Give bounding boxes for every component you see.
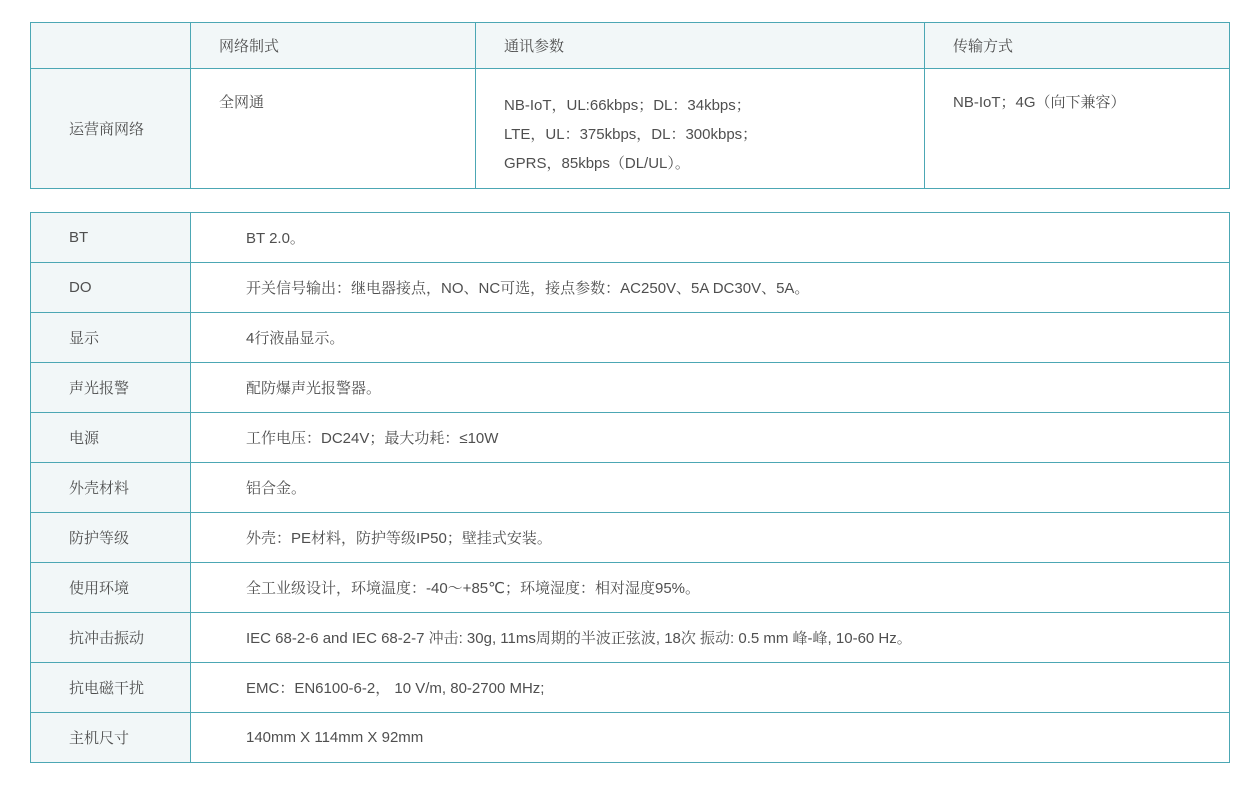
spec-sheet-page <box>0 22 1260 790</box>
spec-row-value: EMC：EN6100-6-2， 10 V/m, 80-2700 MHz; <box>191 663 1230 713</box>
network-table-header-row <box>31 23 1230 69</box>
spec-row-value: 开关信号输出：继电器接点，NO、NC可选，接点参数：AC250V、5A DC30V、5A。 <box>191 263 1230 313</box>
network-table <box>30 22 1230 189</box>
spec-row-label: 防护等级 <box>31 513 191 563</box>
spec-row-label: 使用环境 <box>31 563 191 613</box>
spec-row-value: 铝合金。 <box>191 463 1230 513</box>
network-mode-value: 全网通 <box>191 69 476 189</box>
spec-row-value: BT 2.0。 <box>191 213 1230 263</box>
carrier-network-label: 运营商网络 <box>31 69 191 189</box>
comm-params-line: LTE，UL：375kbps，DL：300kbps； <box>504 126 758 143</box>
spec-row-value: 工作电压：DC24V；最大功耗：≤10W <box>191 413 1230 463</box>
spec-row-value: 140mm X 114mm X 92mm <box>191 713 1230 763</box>
spec-row-label: BT <box>31 213 191 263</box>
transmission-value: NB-IoT；4G（向下兼容） <box>925 69 1230 189</box>
table-row <box>31 313 1230 363</box>
comm-params-line: GPRS，85kbps（DL/UL）。 <box>504 155 690 172</box>
spec-row-label: DO <box>31 263 191 313</box>
spec-row-value: IEC 68-2-6 and IEC 68-2-7 冲击: 30g, 11ms周期的半波正弦波, 18次 振动: 0.5 mm 峰-峰, 10-60 Hz。 <box>191 613 1230 663</box>
network-table-row <box>31 69 1230 189</box>
table-row <box>31 463 1230 513</box>
spec-row-value: 外壳：PE材料，防护等级IP50；壁挂式安装。 <box>191 513 1230 563</box>
comm-params-line: NB-IoT，UL:66kbps；DL：34kbps； <box>504 97 751 114</box>
network-header-comm-params: 通讯参数 <box>476 23 925 69</box>
table-row <box>31 413 1230 463</box>
spec-row-label: 抗冲击振动 <box>31 613 191 663</box>
network-header-empty <box>31 23 191 69</box>
spec-row-label: 显示 <box>31 313 191 363</box>
comm-params-lines <box>504 91 914 178</box>
table-row <box>31 663 1230 713</box>
table-row <box>31 613 1230 663</box>
table-row <box>31 563 1230 613</box>
spec-row-label: 电源 <box>31 413 191 463</box>
table-row <box>31 513 1230 563</box>
network-header-mode: 网络制式 <box>191 23 476 69</box>
comm-params-value <box>476 69 925 189</box>
device-spec-table <box>30 212 1230 763</box>
table-row <box>31 263 1230 313</box>
table-row <box>31 713 1230 763</box>
network-header-transmission: 传输方式 <box>925 23 1230 69</box>
table-row <box>31 363 1230 413</box>
spec-row-label: 外壳材料 <box>31 463 191 513</box>
spec-row-label: 主机尺寸 <box>31 713 191 763</box>
spec-row-value: 4行液晶显示。 <box>191 313 1230 363</box>
table-row <box>31 213 1230 263</box>
spec-row-value: 配防爆声光报警器。 <box>191 363 1230 413</box>
spec-table-body <box>31 213 1230 763</box>
spec-row-label: 抗电磁干扰 <box>31 663 191 713</box>
spec-row-value: 全工业级设计，环境温度：-40～+85℃；环境湿度：相对湿度95%。 <box>191 563 1230 613</box>
spec-row-label: 声光报警 <box>31 363 191 413</box>
